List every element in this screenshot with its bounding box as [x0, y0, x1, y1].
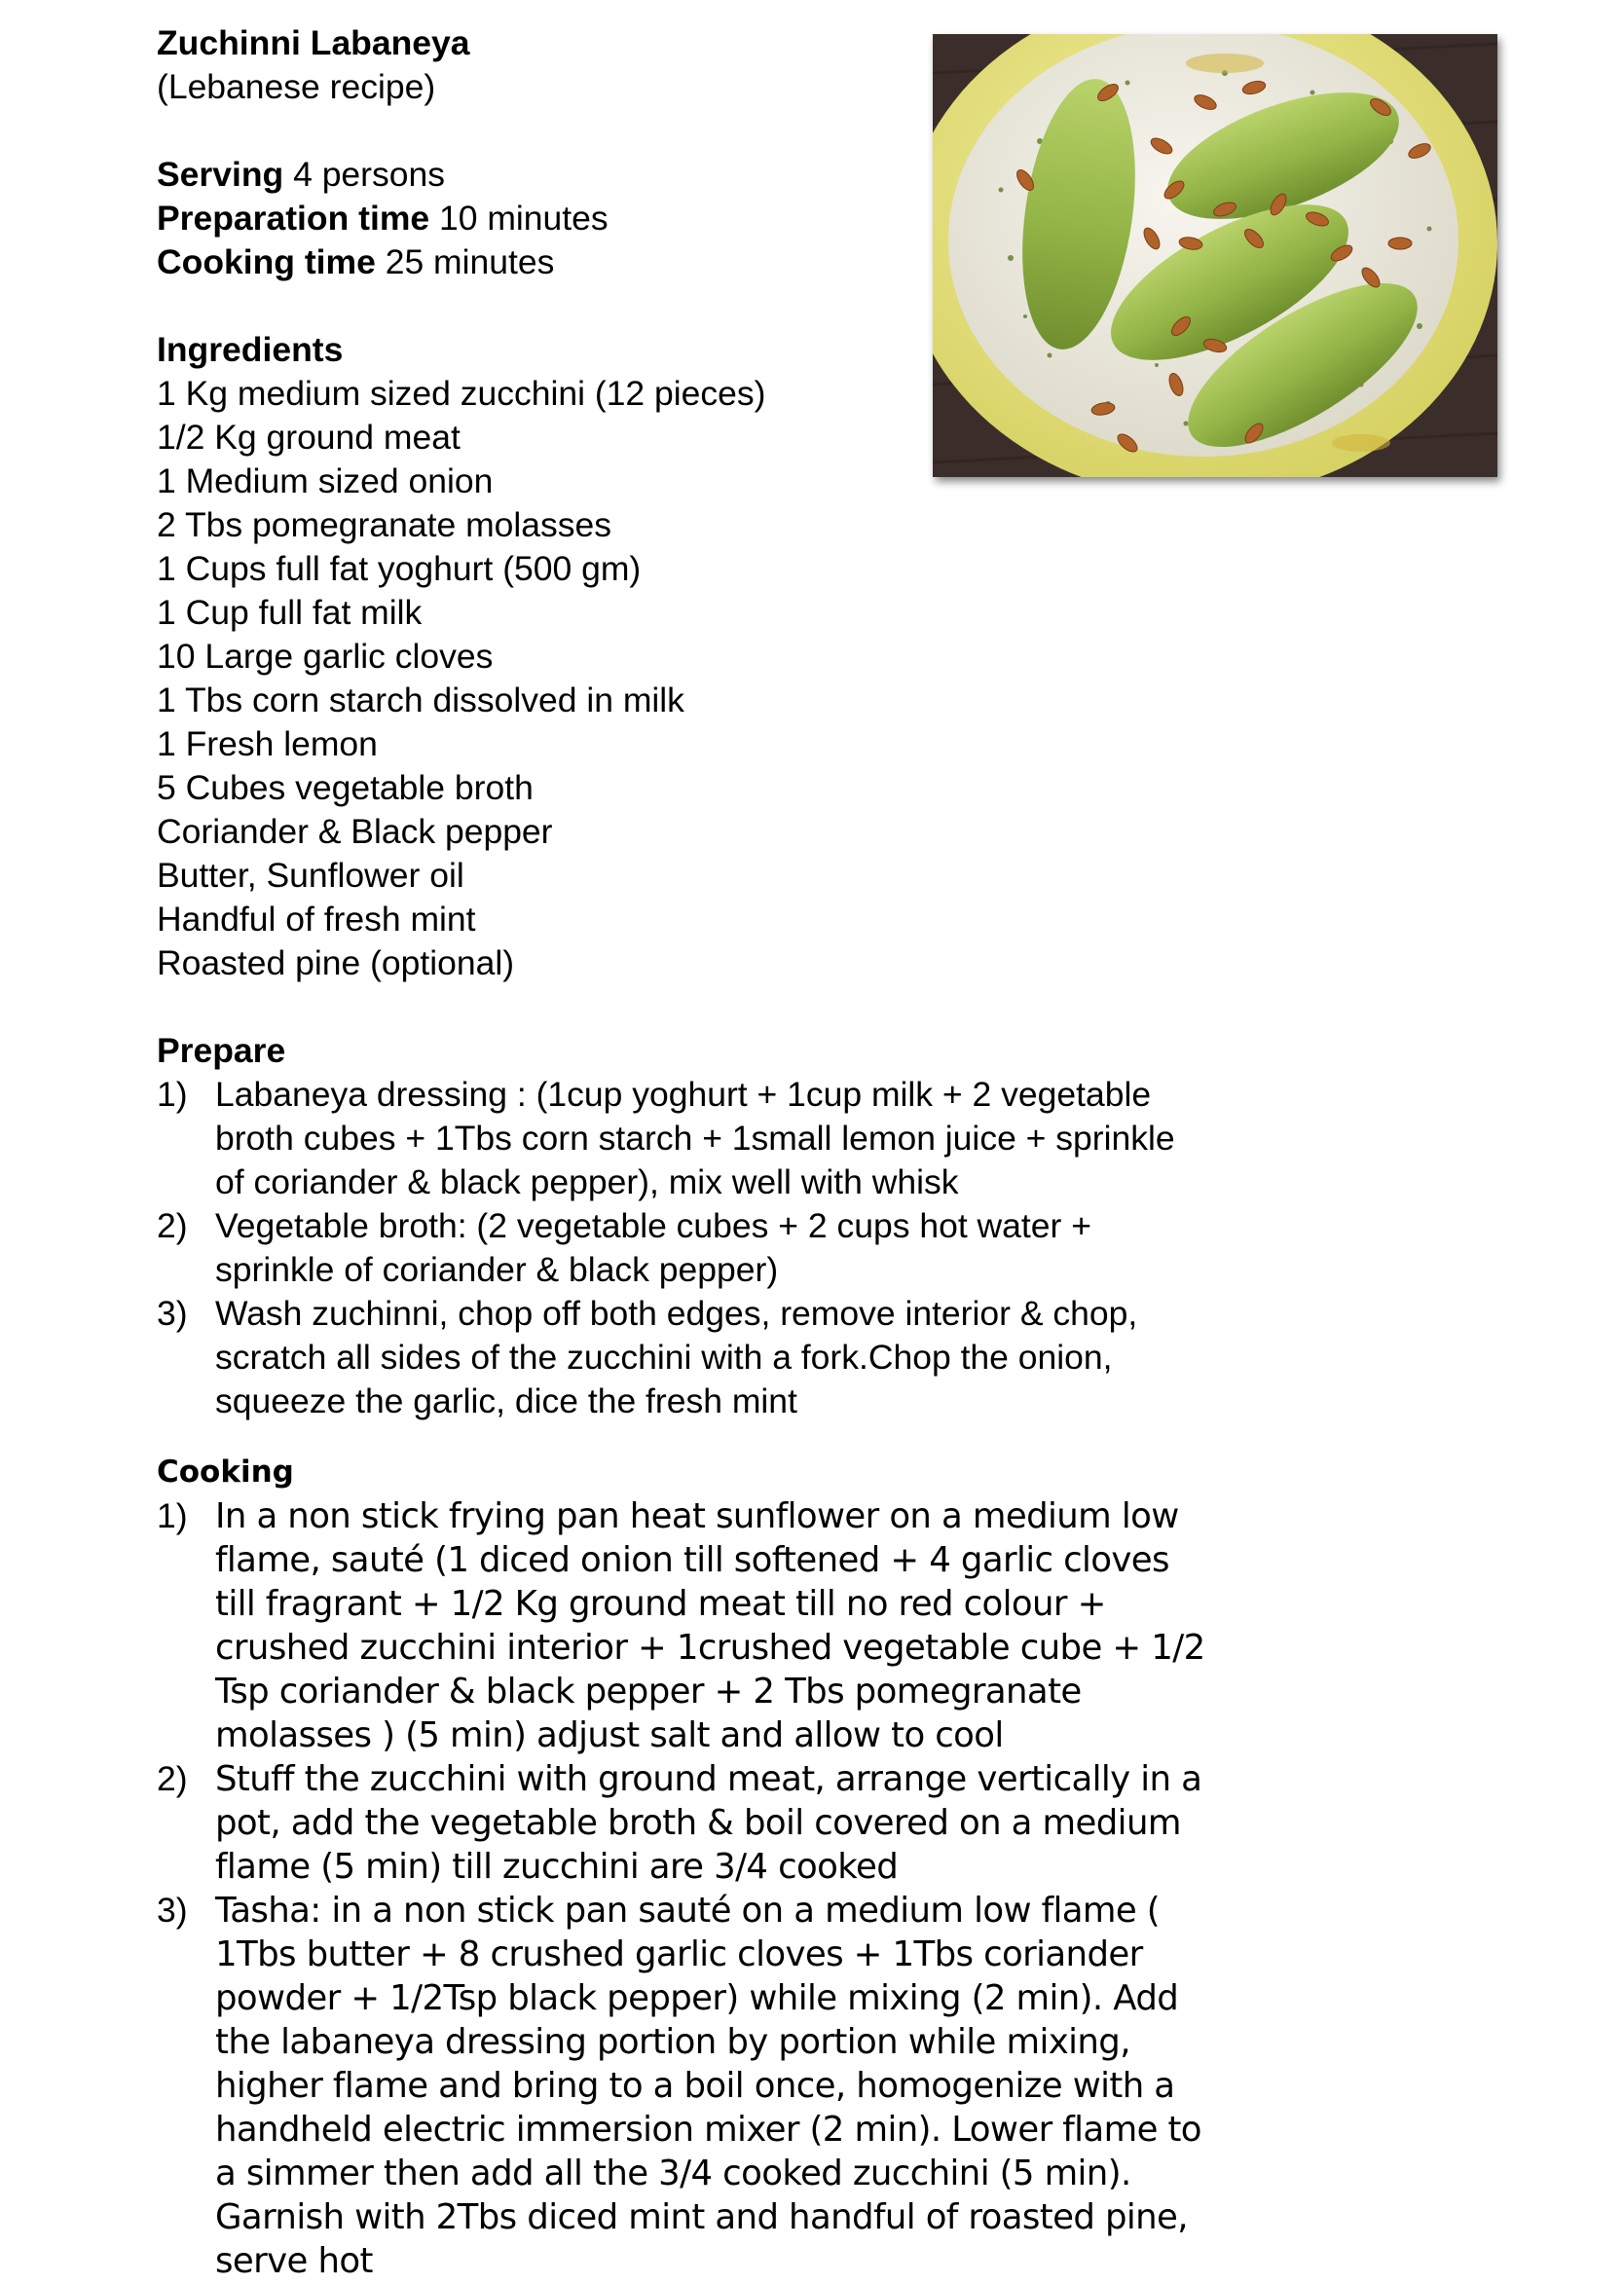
- dish-photo-icon: [933, 34, 1497, 477]
- prepare-step: [157, 1292, 1189, 1423]
- step-text: In a non stick frying pan heat sunflower on a medium low flame, sauté (1 diced onion till softened + 4 garlic cloves till fragrant + 1/2 Kg ground meat till no red colour + crushed zucchini interior + 1crushed vegetable cube + 1/2 Tsp coriander & black pepper + 2 Tbs pomegranate molasses ) (5 min) adjust salt and allow to cool: [215, 1496, 1205, 1755]
- cooking-heading: Cooking: [157, 1454, 294, 1490]
- prepare-step: [157, 1073, 1189, 1204]
- ingredient-item: Handful of fresh mint: [157, 900, 476, 939]
- dish-photo: [933, 34, 1497, 477]
- ingredient-item: 1 Tbs corn starch dissolved in milk: [157, 681, 684, 719]
- preparation-time-value: 10 minutes: [429, 199, 609, 238]
- ingredient-item: Roasted pine (optional): [157, 943, 515, 982]
- ingredient-item: 5 Cubes vegetable broth: [157, 768, 534, 807]
- ingredient-item: 1 Fresh lemon: [157, 724, 378, 763]
- ingredient-item: 1 Kg medium sized zucchini (12 pieces): [157, 374, 766, 413]
- cooking-time-value: 25 minutes: [375, 242, 555, 281]
- step-text: Tasha: in a non stick pan sauté on a medium low flame ( 1Tbs butter + 8 crushed garlic cloves + 1Tbs coriander powder + 1/2Tsp black pepper) while mixing (2 min). Add the labaneya dressing portion by portion while mixing, higher flame and bring to a boil once, homogenize with a handheld electric immersion mixer (2 min). Lower flame to a simmer then add all the 3/4 cooked zucchini (5 min). Garnish with 2Tbs diced mint and handful of roasted pine, serve hot: [215, 1891, 1201, 2281]
- ingredients-heading: Ingredients: [157, 330, 344, 369]
- recipe-title: Zuchinni Labaneya: [157, 23, 470, 62]
- step-number: 2): [157, 1206, 188, 1245]
- step-number: 3): [157, 1294, 188, 1333]
- cooking-step: [157, 1889, 1218, 2283]
- ingredient-item: Butter, Sunflower oil: [157, 856, 464, 895]
- step-number: 3): [157, 1891, 188, 1930]
- cooking-step: [157, 1494, 1218, 1757]
- ingredient-item: 2 Tbs pomegranate molasses: [157, 505, 612, 544]
- step-text: Labaneya dressing : (1cup yoghurt + 1cup milk + 2 vegetable broth cubes + 1Tbs corn starch + 1small lemon juice + sprinkle of coriander & black pepper), mix well with whisk: [215, 1075, 1175, 1201]
- step-text: Wash zuchinni, chop off both edges, remove interior & chop, scratch all sides of the zucchini with a fork.Chop the onion, squeeze the garlic, dice the fresh mint: [215, 1294, 1138, 1420]
- ingredient-item: 10 Large garlic cloves: [157, 637, 494, 676]
- ingredient-item: 1 Medium sized onion: [157, 461, 494, 500]
- prepare-step: [157, 1204, 1189, 1292]
- ingredient-item: Coriander & Black pepper: [157, 812, 553, 851]
- step-text: Stuff the zucchini with ground meat, arrange vertically in a pot, add the vegetable broth & boil covered on a medium flame (5 min) till zucchini are 3/4 cooked: [215, 1759, 1202, 1887]
- step-number: 1): [157, 1075, 188, 1114]
- cooking-step: [157, 1757, 1218, 1889]
- serving-value: 4 persons: [283, 155, 445, 194]
- preparation-time-label: Preparation time: [157, 199, 430, 238]
- ingredient-item: 1 Cups full fat yoghurt (500 gm): [157, 549, 642, 588]
- serving-label: Serving: [157, 155, 284, 194]
- step-number: 2): [157, 1759, 188, 1798]
- ingredient-item: 1 Cup full fat milk: [157, 593, 423, 632]
- ingredient-item: 1/2 Kg ground meat: [157, 418, 461, 457]
- prepare-steps: [157, 1073, 1500, 1423]
- recipe-subtitle: (Lebanese recipe): [157, 67, 436, 106]
- step-number: 1): [157, 1496, 188, 1535]
- prepare-heading: Prepare: [157, 1031, 286, 1070]
- cooking-time-label: Cooking time: [157, 242, 376, 281]
- cooking-steps: [157, 1494, 1500, 2283]
- step-text: Vegetable broth: (2 vegetable cubes + 2 cups hot water + sprinkle of coriander & black pepper): [215, 1206, 1091, 1289]
